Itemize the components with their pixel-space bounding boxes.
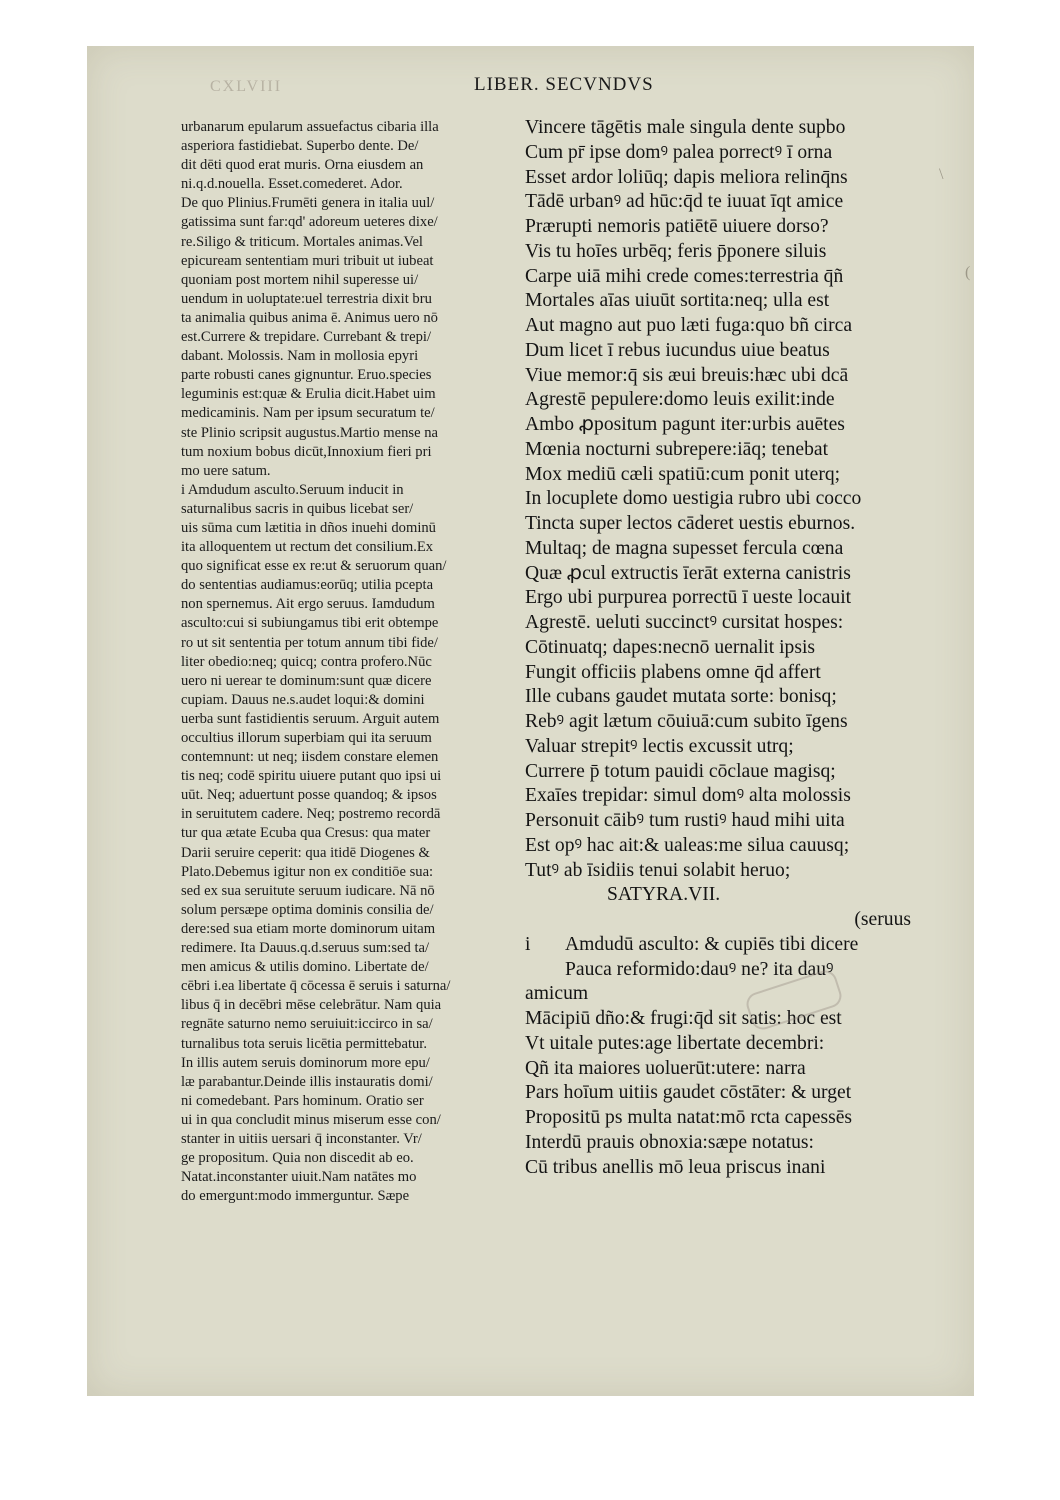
- commentary-line: epicuream sententiam muri tribuit ut iubeat: [181, 252, 434, 269]
- commentary-line: quo significat esse ex re:ut & seruorum quan/: [181, 558, 447, 575]
- poem-line: Fungit officiis plabens omne q̄d affert: [525, 661, 821, 683]
- commentary-line: urbanarum epularum assuefactus cibaria illa: [181, 119, 439, 135]
- commentary-line: redimere. Ita Dauus.q.d.seruus sum:sed ta/: [181, 940, 430, 957]
- commentary-line: dit dēti quod erat muris. Orna eiusdem an: [181, 157, 424, 174]
- poem-line: Currere p̄ totum pauidi cōclaue magisq;: [525, 760, 836, 782]
- commentary-line: cupiam. Dauus ne.s.audet loqui:& domini: [181, 691, 425, 708]
- commentary-line: tis neq; codē spiritu uiuere putant quo ipsi ui: [181, 768, 442, 785]
- poem-line: Viue memor:q̄ sis æui breuis:hæc ubi dcā: [525, 364, 849, 386]
- commentary-line: mo uere satum.: [181, 462, 271, 479]
- commentary-line: uis sūma cum lætitia in dños inuehi dominū: [181, 519, 436, 536]
- manuscript-page: [87, 46, 974, 1396]
- poem-line: Ille cubans gaudet mutata sorte: bonisq;: [525, 686, 837, 708]
- commentary-line: in seruitutem cadere. Neq; postremo recordā: [181, 806, 441, 823]
- commentary-line: sed ex sua seruitute seruum iudicare. Nā nō: [181, 882, 435, 899]
- poem-line: Pars hoīum uitiis gaudet cōstāter: & urget: [525, 1082, 852, 1104]
- poem-line: Esset ardor loliūq; dapis meliora relinq̄ns: [525, 166, 848, 188]
- commentary-line: ro ut sit sententia per totum annum tibi fide/: [181, 634, 438, 651]
- poem-line: [525, 933, 935, 958]
- poem-line: Est opꝰ hac ait:& ualeas:me silua cauusq;: [525, 834, 850, 856]
- commentary-line: liter obedio:neq; quicq; contra profero.Nūc: [181, 653, 432, 670]
- commentary-line: uero ni uerear te dominum:sunt quæ dicere: [181, 672, 432, 689]
- poem-line: Tincta super lectos cāderet uestis eburnos.: [525, 513, 856, 534]
- poem-line: Qñ ita maiores uoluerūt:utere: narra: [525, 1057, 806, 1079]
- overhang-word: (seruus: [854, 909, 911, 930]
- poem-line: Propositū ps multa natat:mō rcta capessēs: [525, 1107, 853, 1128]
- poem-line: Tādē urbanꝰ ad hūc:q̄d te iuuat īqt amice: [525, 191, 844, 213]
- commentary-line: asperiora fastidiebat. Superbo dente. De/: [181, 138, 419, 155]
- poem-line: Ergo ubi purpurea porrectū ī ueste locauit: [525, 587, 852, 609]
- poem-lines-before-title: [525, 116, 935, 883]
- poem-line: Vt uitale putes:age libertate decembri:: [525, 1032, 825, 1054]
- poem-line: Vincere tāgētis male singula dente supbo: [525, 117, 846, 138]
- commentary-line: est.Currere & trepidare. Currebant & trepi/: [181, 329, 432, 346]
- commentary-line: dabant. Molossis. Nam in mollosia epyri: [181, 348, 419, 365]
- commentary-line: ge propositum. Quia non discedit ab eo.: [181, 1150, 414, 1167]
- poem-line: Agrestē pepulere:domo leuis exilit:inde: [525, 389, 835, 411]
- poem-line: Interdū prauis obnoxia:sæpe notatus:: [525, 1131, 814, 1153]
- poem-line: In locuplete domo uestigia rubro ubi cocco: [525, 488, 862, 510]
- commentary-line: men amicus & utilis domino. Libertate de/: [181, 959, 429, 976]
- commentary-line: uerba sunt fastidientis seruum. Arguit autem: [181, 710, 440, 727]
- initial-letter: i: [525, 933, 531, 955]
- commentary-line: ui in qua concludit minus miserum esse con/: [181, 1111, 441, 1128]
- commentary-line: læ parabantur.Deinde illis instauratis domi/: [181, 1073, 433, 1090]
- commentary-line: quoniam post mortem nihil superesse ui/: [181, 271, 419, 288]
- commentary-line: uūt. Neq; aduertunt posse quandoq; & ipsos: [181, 787, 437, 804]
- poem-line: amicum: [525, 983, 589, 1005]
- commentary-line: contemnunt: ut neq; iisdem constare elemen: [181, 749, 439, 766]
- commentary-line: medicaminis. Nam per ipsum securatum te/: [181, 405, 435, 422]
- commentary-line: In illis autem seruis dominorum more epu/: [181, 1054, 430, 1071]
- poem-line: Exaīes trepidar: simul domꝰ alta molossis: [525, 785, 851, 807]
- commentary-line: do emergunt:modo immerguntur. Sæpe: [181, 1188, 410, 1205]
- poem-column: [525, 116, 935, 1180]
- commentary-line: ni comedebant. Pars hominum. Oratio ser: [181, 1092, 424, 1109]
- poem-line: Mācipiū dño:& frugi:q̄d sit satis: hoc est: [525, 1008, 842, 1029]
- poem-line: Tutꝰ ab īsidiis tenui solabit heruo;: [525, 859, 791, 881]
- poem-lines-after: [525, 982, 935, 1180]
- poem-line: Carpe uiā mihi crede comes:terrestria q̄ñ: [525, 265, 844, 287]
- commentary-line: regnāte saturno nemo seruiuit:iccirco in sa/: [181, 1016, 433, 1033]
- poem-line: Cum pr̄ ipse domꝰ palea porrectꝰ ī orna: [525, 141, 833, 163]
- poem-line: Ambo ꝓpositum pagunt iter:urbis auētes: [525, 414, 845, 435]
- poem-line: Vis tu hoīes urbēq; feris p̄ponere siluis: [525, 240, 827, 262]
- commentary-line: solum persæpe optima dominis consilia de/: [181, 901, 434, 918]
- commentary-line: leguminis est:quæ & Erulia dicit.Habet uim: [181, 386, 436, 403]
- commentary-line: Plato.Debemus igitur non ex conditiōe sua:: [181, 863, 434, 880]
- poem-line: Multaq; de magna supesset fercula cœna: [525, 537, 844, 559]
- commentary-column: [181, 118, 517, 1206]
- commentary-line: i Amdudum asculto.Seruum inducit in: [181, 481, 404, 498]
- commentary-line: De quo Plinius.Frumēti genera in italia uul/: [181, 195, 435, 212]
- poem-line: Aut magno aut puo læti fuga:quo bñ circa: [525, 315, 853, 336]
- margin-mark: (: [965, 264, 971, 281]
- commentary-line: uendum in uoluptate:uel terrestria dixit bru: [181, 290, 432, 307]
- poem-line: Prærupti nemoris patiētē uiuere dorso?: [525, 216, 829, 237]
- commentary-line: saturnalibus sacris in quibus licebat ser/: [181, 500, 414, 517]
- commentary-line: parte robusti canes gignuntur. Eruo.species: [181, 367, 432, 384]
- commentary-line: turnalibus tota seruis licētia permittebatur.: [181, 1035, 427, 1052]
- commentary-line: ta animalia quibus anima ē. Animus uero nō: [181, 309, 438, 326]
- poem-line: Mœnia nocturni subrepere:iāq; tenebat: [525, 438, 829, 460]
- commentary-line: libus q̄ in decēbri mēse celebrātur. Nam quia: [181, 997, 442, 1014]
- folio-number: CXLVIII: [210, 78, 283, 95]
- running-title: LIBER. SECVNDVS: [474, 74, 654, 95]
- commentary-line: Natat.inconstanter uiuit.Nam natātes mo: [181, 1169, 417, 1186]
- commentary-line: tum noxium bobus dicūt,Innoxium fieri pri: [181, 443, 432, 460]
- poem-line: Personuit cāibꝰ tum rustiꝰ haud mihi uita: [525, 810, 845, 831]
- commentary-line: Darii seruire ceperit: qua itidē Diogenes &: [181, 844, 430, 861]
- commentary-line: non spernemus. Ait ergo seruus. Iamdudum: [181, 596, 435, 613]
- poem-line: Mox mediū cæli spatiū:cum ponit uterq;: [525, 463, 841, 485]
- commentary-line: cēbri i.ea libertate q̄ cōcessa ē seruis i saturna/: [181, 978, 451, 995]
- commentary-line: tur qua ætate Ecuba qua Cresus: qua mater: [181, 825, 431, 842]
- commentary-line: dere:sed sua etiam morte dominorum uitam: [181, 920, 436, 937]
- poem-line: Rebꝰ agit lætum cōuiuā:cum subito īgens: [525, 711, 848, 732]
- commentary-line: ita alloquentem ut rectum det consilium.Ex: [181, 539, 434, 556]
- commentary-line: occultius illorum superbiam qui ita seruum: [181, 730, 432, 746]
- satire-title: SATYRA.VII.: [607, 884, 721, 906]
- poem-line: Cōtinuatq; dapes:necnō uernalit ipsis: [525, 636, 816, 658]
- commentary-line: do sententias audiamus:eorūq; utilia pcepta: [181, 577, 434, 594]
- poem-line: Dum licet ī rebus iucundus uiue beatus: [525, 339, 830, 361]
- poem-line: Cū tribus anellis mō leua priscus inani: [525, 1156, 826, 1178]
- margin-mark: \: [939, 166, 944, 183]
- commentary-line: re.Siligo & triticum. Mortales animas.Vel: [181, 233, 423, 250]
- commentary-line: gatissima sunt far:qd' adoreum ueteres dixe/: [181, 214, 438, 231]
- poem-line: Valuar strepitꝰ lectis excussit utrq;: [525, 735, 794, 757]
- poem-line: Mortales aīas uiuūt sortita:neq; ulla est: [525, 290, 830, 312]
- commentary-line: ste Plinio scripsit augustus.Martio mense na: [181, 424, 438, 441]
- commentary-line: asculto:cui si subiungamus tibi erit obtempe: [181, 615, 439, 632]
- commentary-line: stanter in uitiis uersari q̄ inconstanter. Vr/: [181, 1130, 422, 1147]
- commentary-line: ni.q.d.nouella. Esset.comederet. Ador.: [181, 176, 403, 193]
- poem-line: Quæ ꝓcul extructis īerāt externa canistris: [525, 562, 851, 584]
- poem-line: Pauca reformido:dauꝰ ne? ita dauꝰ: [565, 958, 834, 980]
- poem-line: Agrestē. ueluti succinctꝰ cursitat hospes:: [525, 612, 844, 633]
- first-line-text: Amdudū asculto: & cupiēs tibi dicere: [565, 933, 859, 955]
